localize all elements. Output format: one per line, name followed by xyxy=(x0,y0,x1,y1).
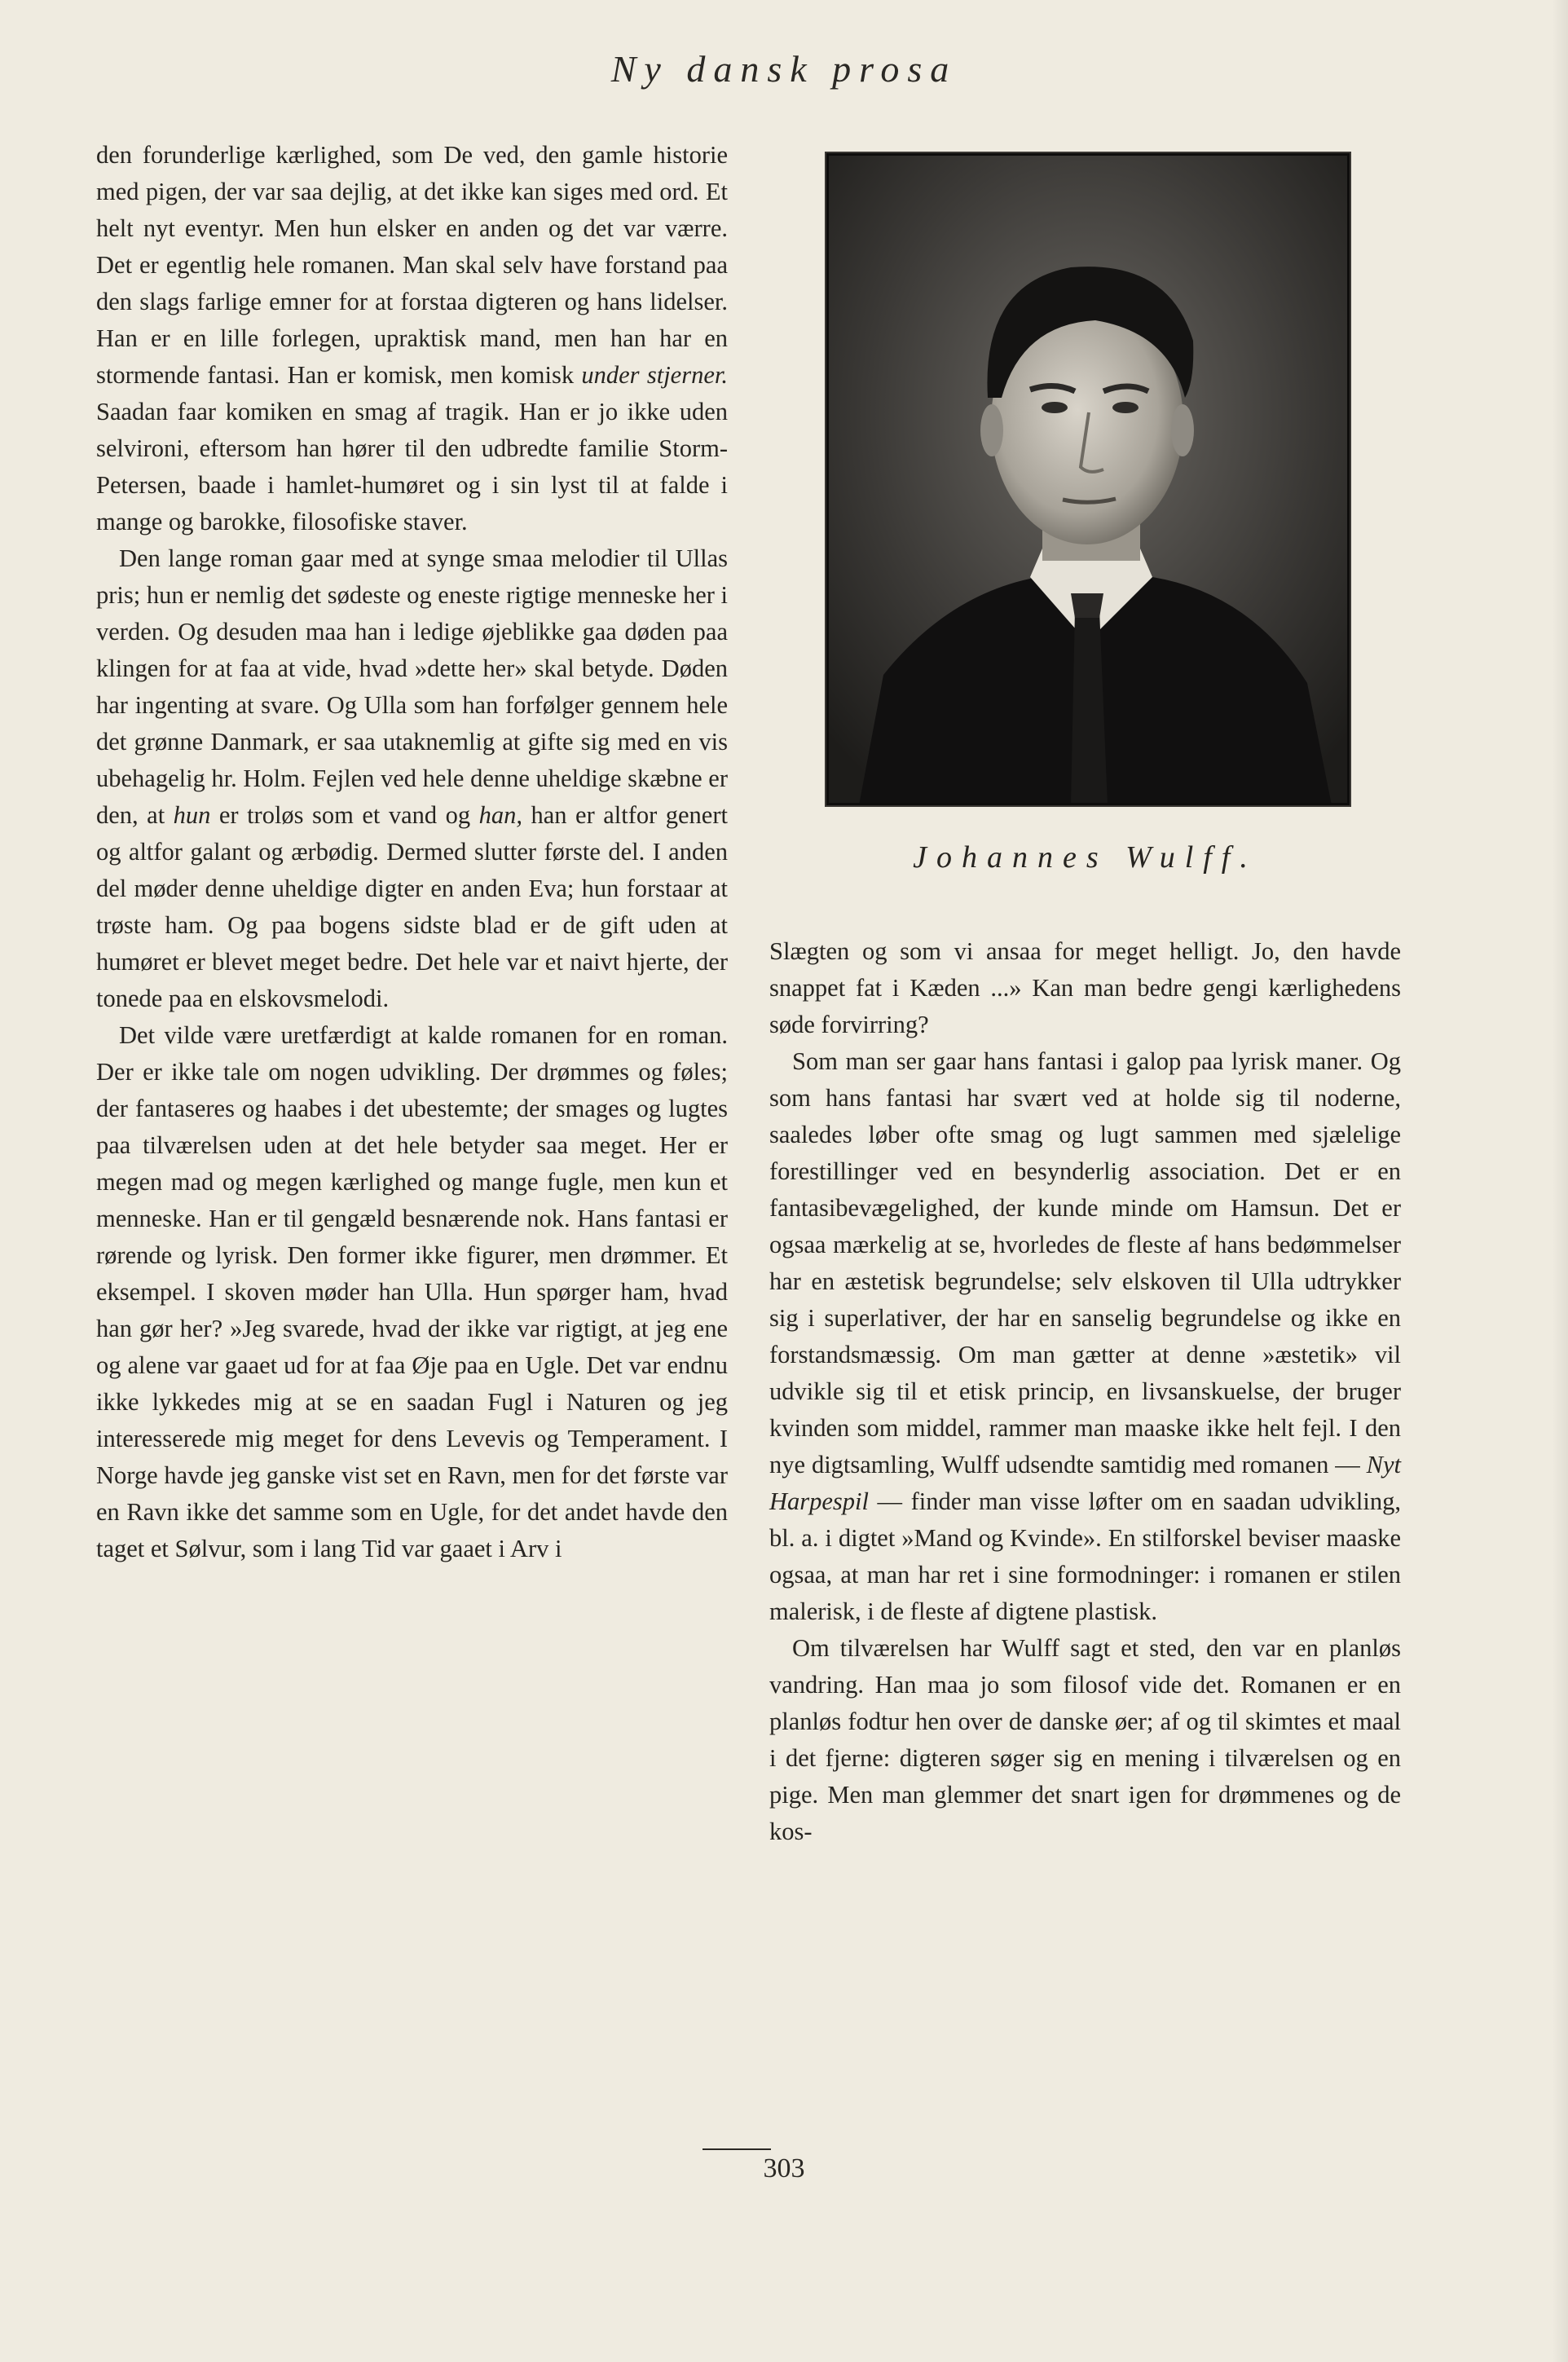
right-text-column xyxy=(769,933,1401,1850)
page-number: 303 xyxy=(763,2153,805,2184)
page-edge-shadow xyxy=(1552,0,1568,2362)
running-head: Ny dansk prosa xyxy=(610,48,958,90)
italic-title: Nyt Harpespil xyxy=(769,1451,1401,1515)
paragraph-2: Den lange roman gaar med at synge smaa melodier til Ullas pris; hun er nemlig det sødeste og eneste rigtige menneske her i verden. Og desuden maa han i ledige øjeblikke gaa døden paa klingen for at faa at vide, hvad »dette her» skal betyde. Døden har ingenting at svare. Og Ulla som han forfølger gennem hele det grønne Danmark, er saa utaknemlig at gifte sig med en vis ubehagelig hr. Holm. Fejlen ved hele denne uheldige skæbne er den, at hun er troløs som et vand og han, han er altfor genert og altfor galant og ærbødig. Dermed slutter første del. I anden del møder denne uheldige digter en anden Eva; hun forstaar at trøste ham. Og paa bogens sidste blad er de gift uden at humøret er blevet meget bedre. Det hele var et naivt hjerte, der tonede paa en elskovsmelodi. xyxy=(96,544,728,1012)
italic-phrase: under stjerner. xyxy=(581,361,728,389)
paragraph-3: Det vilde være uretfærdigt at kalde romanen for en roman. Der er ikke tale om nogen udvikling. Der drømmes og føles; der fantaseres og haabes i det ubestemte; der smages og lugtes paa tilværelsen uden at det hele betyder saa meget. Her er megen mad og megen kærlighed og mange fugle, men kun et menneske. Han er til gengæld besnærende nok. Hans fantasi er rørende og lyrisk. Den former ikke figurer, men drømmer. Et eksempel. I skoven møder han Ulla. Hun spørger ham, hvad han gør her? »Jeg svarede, hvad der ikke var rigtigt, at jeg ene og alene var gaaet ud for at faa Øje paa en Ugle. Det var endnu ikke lykkedes mig at se en saadan Fugl i Naturen og jeg interesserede mig meget for dens Levevis og Temperament. I Norge havde jeg ganske vist set en Ravn, men for det første var en Ravn ikke det samme som en Ugle, for det andet havde den taget et Sølvur, som i lang Tid var gaaet i Arv i xyxy=(96,1021,728,1562)
author-portrait-photo xyxy=(825,152,1351,807)
paragraph-6: Om tilværelsen har Wulff sagt et sted, den var en planløs vandring. Han maa jo som filosof vide det. Romanen er en planløs fodtur hen over de danske øer; af og til skimtes et maal i det fjerne: digteren søger sig en mening i tilværelsen og en pige. Men man glemmer det snart igen for drømmenes og de kos- xyxy=(769,1634,1401,1845)
page-number-rule xyxy=(703,2148,771,2150)
portrait-image xyxy=(826,153,1350,805)
paragraph-5: Som man ser gaar hans fantasi i galop paa lyrisk maner. Og som hans fantasi har svært ved at holde sig til noderne, saaledes løber ofte smag og lugt sammen med sjælelige forestillinger ved en besynderlig association. Det er en fantasibevægelighed, der kunde minde om Hamsun. Det er ogsaa mærkelig at se, hvorledes de fleste af hans bedømmelser har en æstetisk begrundelse; selv elskoven til Ulla udtrykker sig i superlativer, der har en sanselig begrundelse og ikke en forstandsmæssig. Om man gætter at denne »æstetik» vil udvikle sig til et etisk princip, en livsanskuelse, der bruger kvinden som middel, rammer man maaske ikke helt fejl. I den nye digtsamling, Wulff udsendte samtidig med romanen — Nyt Harpespil — finder man visse løfter om en saadan udvikling, bl. a. i digtet »Mand og Kvinde». En stilforskel beviser maaske ogsaa, at man har ret i sine formodninger: i romanen er stilen malerisk, i de fleste af digtene plastisk. xyxy=(769,1047,1401,1625)
italic-word: han, xyxy=(478,801,523,829)
italic-word: hun xyxy=(173,801,211,829)
portrait-caption: Johannes Wulff. xyxy=(913,840,1257,875)
left-text-column xyxy=(96,137,728,1567)
paragraph-1: den forunderlige kærlighed, som De ved, den gamle historie med pigen, der var saa dejlig, at det ikke kan siges med ord. Et helt nyt eventyr. Men hun elsker en anden og det var værre. Det er egentlig hele romanen. Man skal selv have forstand paa den slags farlige emner for at forstaa digteren og hans lidelser. Han er en lille forlegen, upraktisk mand, men han har en stormende fantasi. Han er komisk, men komisk under stjerner. Saadan faar komiken en smag af tragik. Han er jo ikke uden selvironi, eftersom han hører til den udbredte familie Storm-Petersen, baade i hamlet-humøret og i sin lyst til at falde i mange og barokke, filosofiske staver. xyxy=(96,141,728,535)
paragraph-4: Slægten og som vi ansaa for meget helligt. Jo, den havde snappet fat i Kæden ...» Kan man bedre gengi kærlighedens søde forvirring? xyxy=(769,937,1401,1038)
